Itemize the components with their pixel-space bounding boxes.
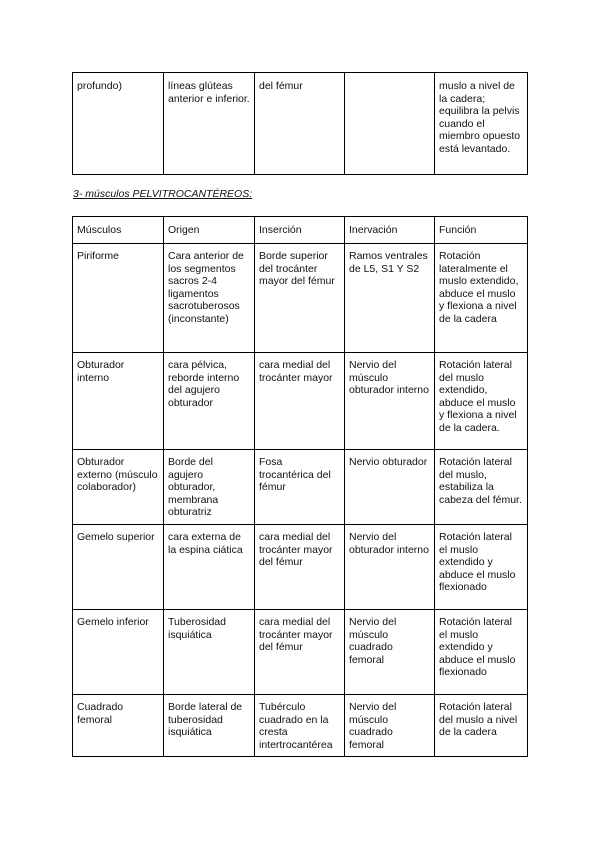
cell-muscle: Obturador externo (músculo colaborador) <box>73 450 164 525</box>
cell-innervation: Nervio del obturador interno <box>345 524 435 609</box>
cell-insertion: cara medial del trocánter mayor del fémur <box>255 609 345 694</box>
table-row <box>73 244 528 353</box>
cell-innervation: Nervio del músculo cuadrado femoral <box>345 609 435 694</box>
cell-origin: Tuberosidad isquiática <box>164 609 255 694</box>
cell-insertion: del fémur <box>255 73 345 175</box>
cell-insertion: Fosa trocantérica del fémur <box>255 450 345 525</box>
continued-table <box>72 72 528 175</box>
cell-muscle: Gemelo inferior <box>73 609 164 694</box>
cell-muscle: Cuadrado femoral <box>73 694 164 756</box>
cell-function: Rotación lateral del muslo, estabiliza la cabeza del fémur. <box>435 450 528 525</box>
table-row <box>73 609 528 694</box>
header-row <box>73 217 528 244</box>
cell-function: Rotación lateral del muslo extendido, abduce el muslo y flexiona a nivel de la cadera. <box>435 353 528 450</box>
table-row <box>73 73 528 175</box>
header-origin: Origen <box>164 217 255 244</box>
pelvitrochanteric-muscles-table <box>72 216 528 757</box>
cell-muscle: profundo) <box>73 73 164 175</box>
cell-origin: cara pélvica, reborde interno del agujero obturador <box>164 353 255 450</box>
cell-function: Rotación lateral el muslo extendido y abduce el muslo flexionado <box>435 609 528 694</box>
cell-function: Rotación lateralmente el muslo extendido, abduce el muslo y flexiona a nivel de la cadera <box>435 244 528 353</box>
header-insertion: Inserción <box>255 217 345 244</box>
cell-origin: Cara anterior de los segmentos sacros 2-4 ligamentos sacrotuberosos (inconstante) <box>164 244 255 353</box>
cell-insertion: cara medial del trocánter mayor <box>255 353 345 450</box>
cell-insertion: cara medial del trocánter mayor del fémur <box>255 524 345 609</box>
cell-origin: líneas glúteas anterior e inferior. <box>164 73 255 175</box>
cell-function: Rotación lateral el muslo extendido y abduce el muslo flexionado <box>435 524 528 609</box>
cell-muscle: Gemelo superior <box>73 524 164 609</box>
header-function: Función <box>435 217 528 244</box>
cell-origin: Borde del agujero obturador, membrana obturatriz <box>164 450 255 525</box>
table-row <box>73 524 528 609</box>
cell-insertion: Borde superior del trocánter mayor del fémur <box>255 244 345 353</box>
header-muscles: Músculos <box>73 217 164 244</box>
cell-innervation: Nervio obturador <box>345 450 435 525</box>
table-row <box>73 450 528 525</box>
cell-origin: cara externa de la espina ciática <box>164 524 255 609</box>
section-heading: 3- músculos PELVITROCANTÉREOS: <box>73 188 253 200</box>
header-innervation: Inervación <box>345 217 435 244</box>
cell-muscle: Piriforme <box>73 244 164 353</box>
table-row <box>73 694 528 756</box>
cell-origin: Borde lateral de tuberosidad isquiática <box>164 694 255 756</box>
cell-innervation: Nervio del músculo cuadrado femoral <box>345 694 435 756</box>
cell-function: muslo a nivel de la cadera; equilibra la pelvis cuando el miembro opuesto está levantado. <box>435 73 528 175</box>
cell-innervation <box>345 73 435 175</box>
cell-insertion: Tubérculo cuadrado en la cresta intertrocantérea <box>255 694 345 756</box>
cell-function: Rotación lateral del muslo a nivel de la cadera <box>435 694 528 756</box>
cell-muscle: Obturador interno <box>73 353 164 450</box>
cell-innervation: Nervio del músculo obturador interno <box>345 353 435 450</box>
table-row <box>73 353 528 450</box>
cell-innervation: Ramos ventrales de L5, S1 Y S2 <box>345 244 435 353</box>
